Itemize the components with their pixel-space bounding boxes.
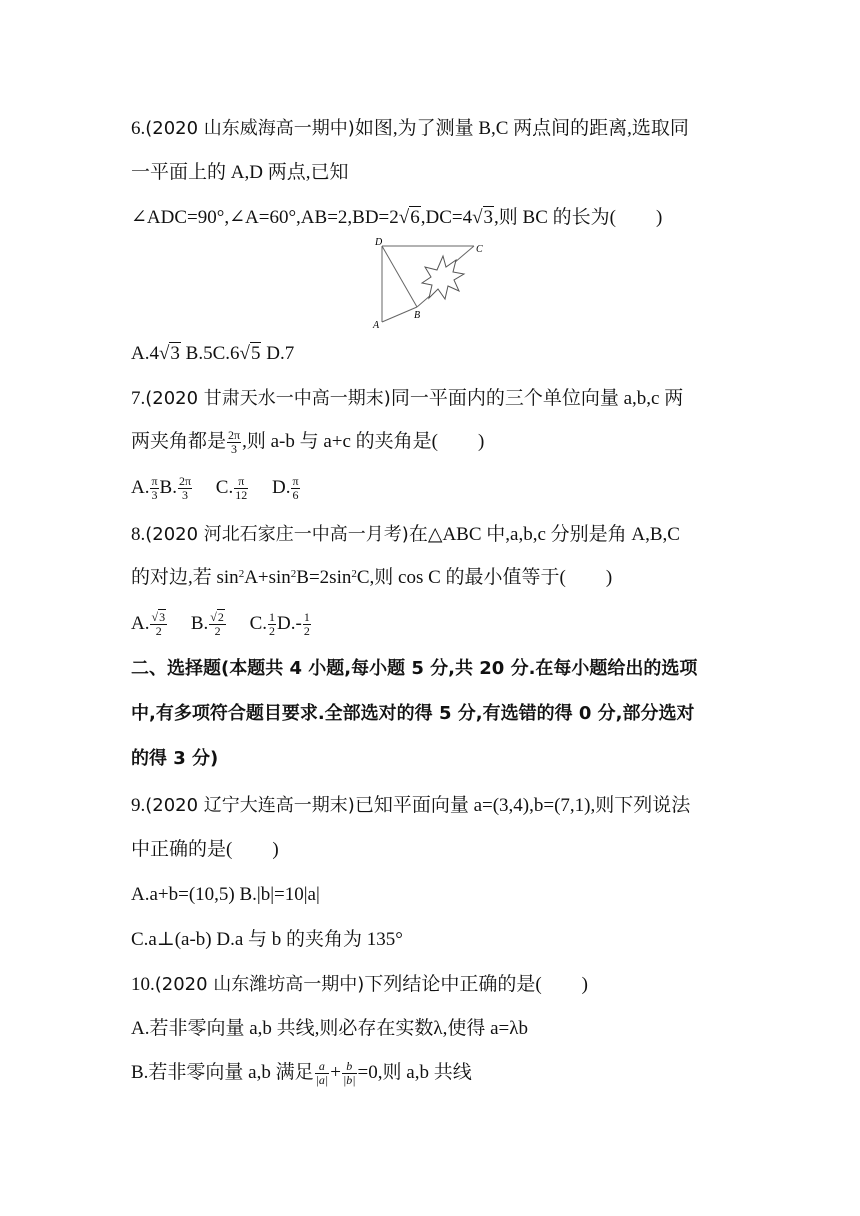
- q6-options: A.4√3 B.5C.6√5 D.7: [131, 343, 295, 364]
- q6-number: 6.: [131, 118, 146, 139]
- fraction: $\frac{√3}{2}$: [151, 610, 166, 638]
- segment-c-obstacle: [454, 246, 474, 263]
- q6-figure: [370, 236, 495, 336]
- segment-ab: [382, 307, 417, 322]
- segment-db: [382, 246, 417, 307]
- fraction: $\frac{2\pi}{3}$: [178, 474, 192, 502]
- fraction: $\frac{b}{|b|}$: [342, 1059, 356, 1087]
- q10-line1: 10.(2020 山东潍坊高一期中)下列结论中正确的是( ): [131, 974, 588, 995]
- label-a: A: [373, 320, 380, 331]
- label-c: C: [476, 244, 483, 255]
- q6-line1: [131, 117, 689, 141]
- section2-heading-line2: 中,有多项符合题目要求.全部选对的得 5 分,有选错的得 0 分,部分选对: [131, 703, 695, 724]
- q7-line1: 7.(2020 甘肃天水一中高一期末)同一平面内的三个单位向量 a,b,c 两: [131, 388, 684, 409]
- fraction: $\frac{√2}{2}$: [210, 610, 224, 638]
- sqrt-expr: √5: [239, 343, 261, 364]
- q8-line1: 8.(2020 河北石家庄一中高一月考)在△ABC 中,a,b,c 分别是角 A,B,C: [131, 524, 680, 545]
- q9-options-ab: A.a+b=(10,5) B.|b|=10|a|: [131, 884, 320, 905]
- fraction: $\frac{\pi}{3}$: [151, 474, 158, 502]
- section2-heading-line3: 的得 3 分): [131, 748, 219, 769]
- q10-option-a: A.若非零向量 a,b 共线,则必存在实数λ,使得 a=λb: [131, 1018, 528, 1039]
- sqrt-expr: √3: [158, 343, 180, 364]
- fraction: $\frac{1}{2}$: [269, 610, 276, 638]
- q7-options: A. $\frac{\pi}{3}$ B. $\frac{2\pi}{3}$ C. $\frac{\pi}{12}$ D. $\frac{\pi}{6}$: [131, 474, 299, 502]
- fraction: $\frac{\pi}{12}$: [235, 474, 248, 502]
- sqrt-expr: √3: [472, 207, 494, 228]
- q8-line2: 的对边,若 $\sin^2A+\sin^2B=2\sin^2C$,则 cos C 的最小值等于( ): [131, 567, 613, 588]
- fraction: $\frac{2\pi}{3}$: [228, 428, 241, 456]
- q7-line2: 两夹角都是 $\frac{2\pi}{3}$ ,则 a-b 与 a+c 的夹角是( ): [131, 428, 485, 456]
- section2-heading-line1: 二、选择题(本题共 4 小题,每小题 5 分,共 20 分.在每小题给出的选项: [131, 658, 698, 679]
- obstacle-shape: [422, 256, 464, 299]
- q9-line1: 9.(2020 辽宁大连高一期末)已知平面向量 a=(3,4),b=(7,1),则下列说法: [131, 795, 691, 816]
- q8-options: A. $\frac{√3}{2}$ B. $\frac{√2}{2}$ C. $\frac{1}{2}$ D.- $\frac{1}{2}$: [131, 610, 310, 638]
- fraction: $\frac{\pi}{6}$: [292, 474, 299, 502]
- q10-source: (2020 山东潍坊高一期中): [154, 974, 365, 995]
- q9-source: (2020 辽宁大连高一期末): [145, 795, 355, 816]
- q9-options-cd: C.a⊥(a-b) D.a 与 b 的夹角为 135°: [131, 929, 403, 950]
- fraction: $\frac{a}{|a|}$: [315, 1059, 329, 1087]
- q6-text1: 如图,为了测量 B,C 两点间的距离,选取同: [354, 118, 689, 139]
- label-d: D: [375, 237, 383, 248]
- q6-source: (2020 山东威海高一期中): [145, 118, 355, 139]
- q10-option-b: B.若非零向量 a,b 满足 $\frac{a}{|a|}$ + $\frac{b}{|b|}$ =0,则 a,b 共线: [131, 1059, 472, 1087]
- q6-line3: ∠ADC=90°,∠A=60°,AB=2,BD=2√6,DC=4√3,则 BC 的长为( ): [131, 207, 663, 228]
- q7-source: (2020 甘肃天水一中高一期末): [145, 388, 391, 409]
- sqrt-expr: √6: [398, 207, 420, 228]
- fraction: $\frac{1}{2}$: [303, 610, 310, 638]
- label-b: B: [414, 310, 421, 321]
- q9-line2: 中正确的是( ): [131, 839, 279, 860]
- q6-line2: 一平面上的 A,D 两点,已知: [131, 162, 349, 183]
- q8-source: (2020 河北石家庄一中高一月考): [145, 524, 409, 545]
